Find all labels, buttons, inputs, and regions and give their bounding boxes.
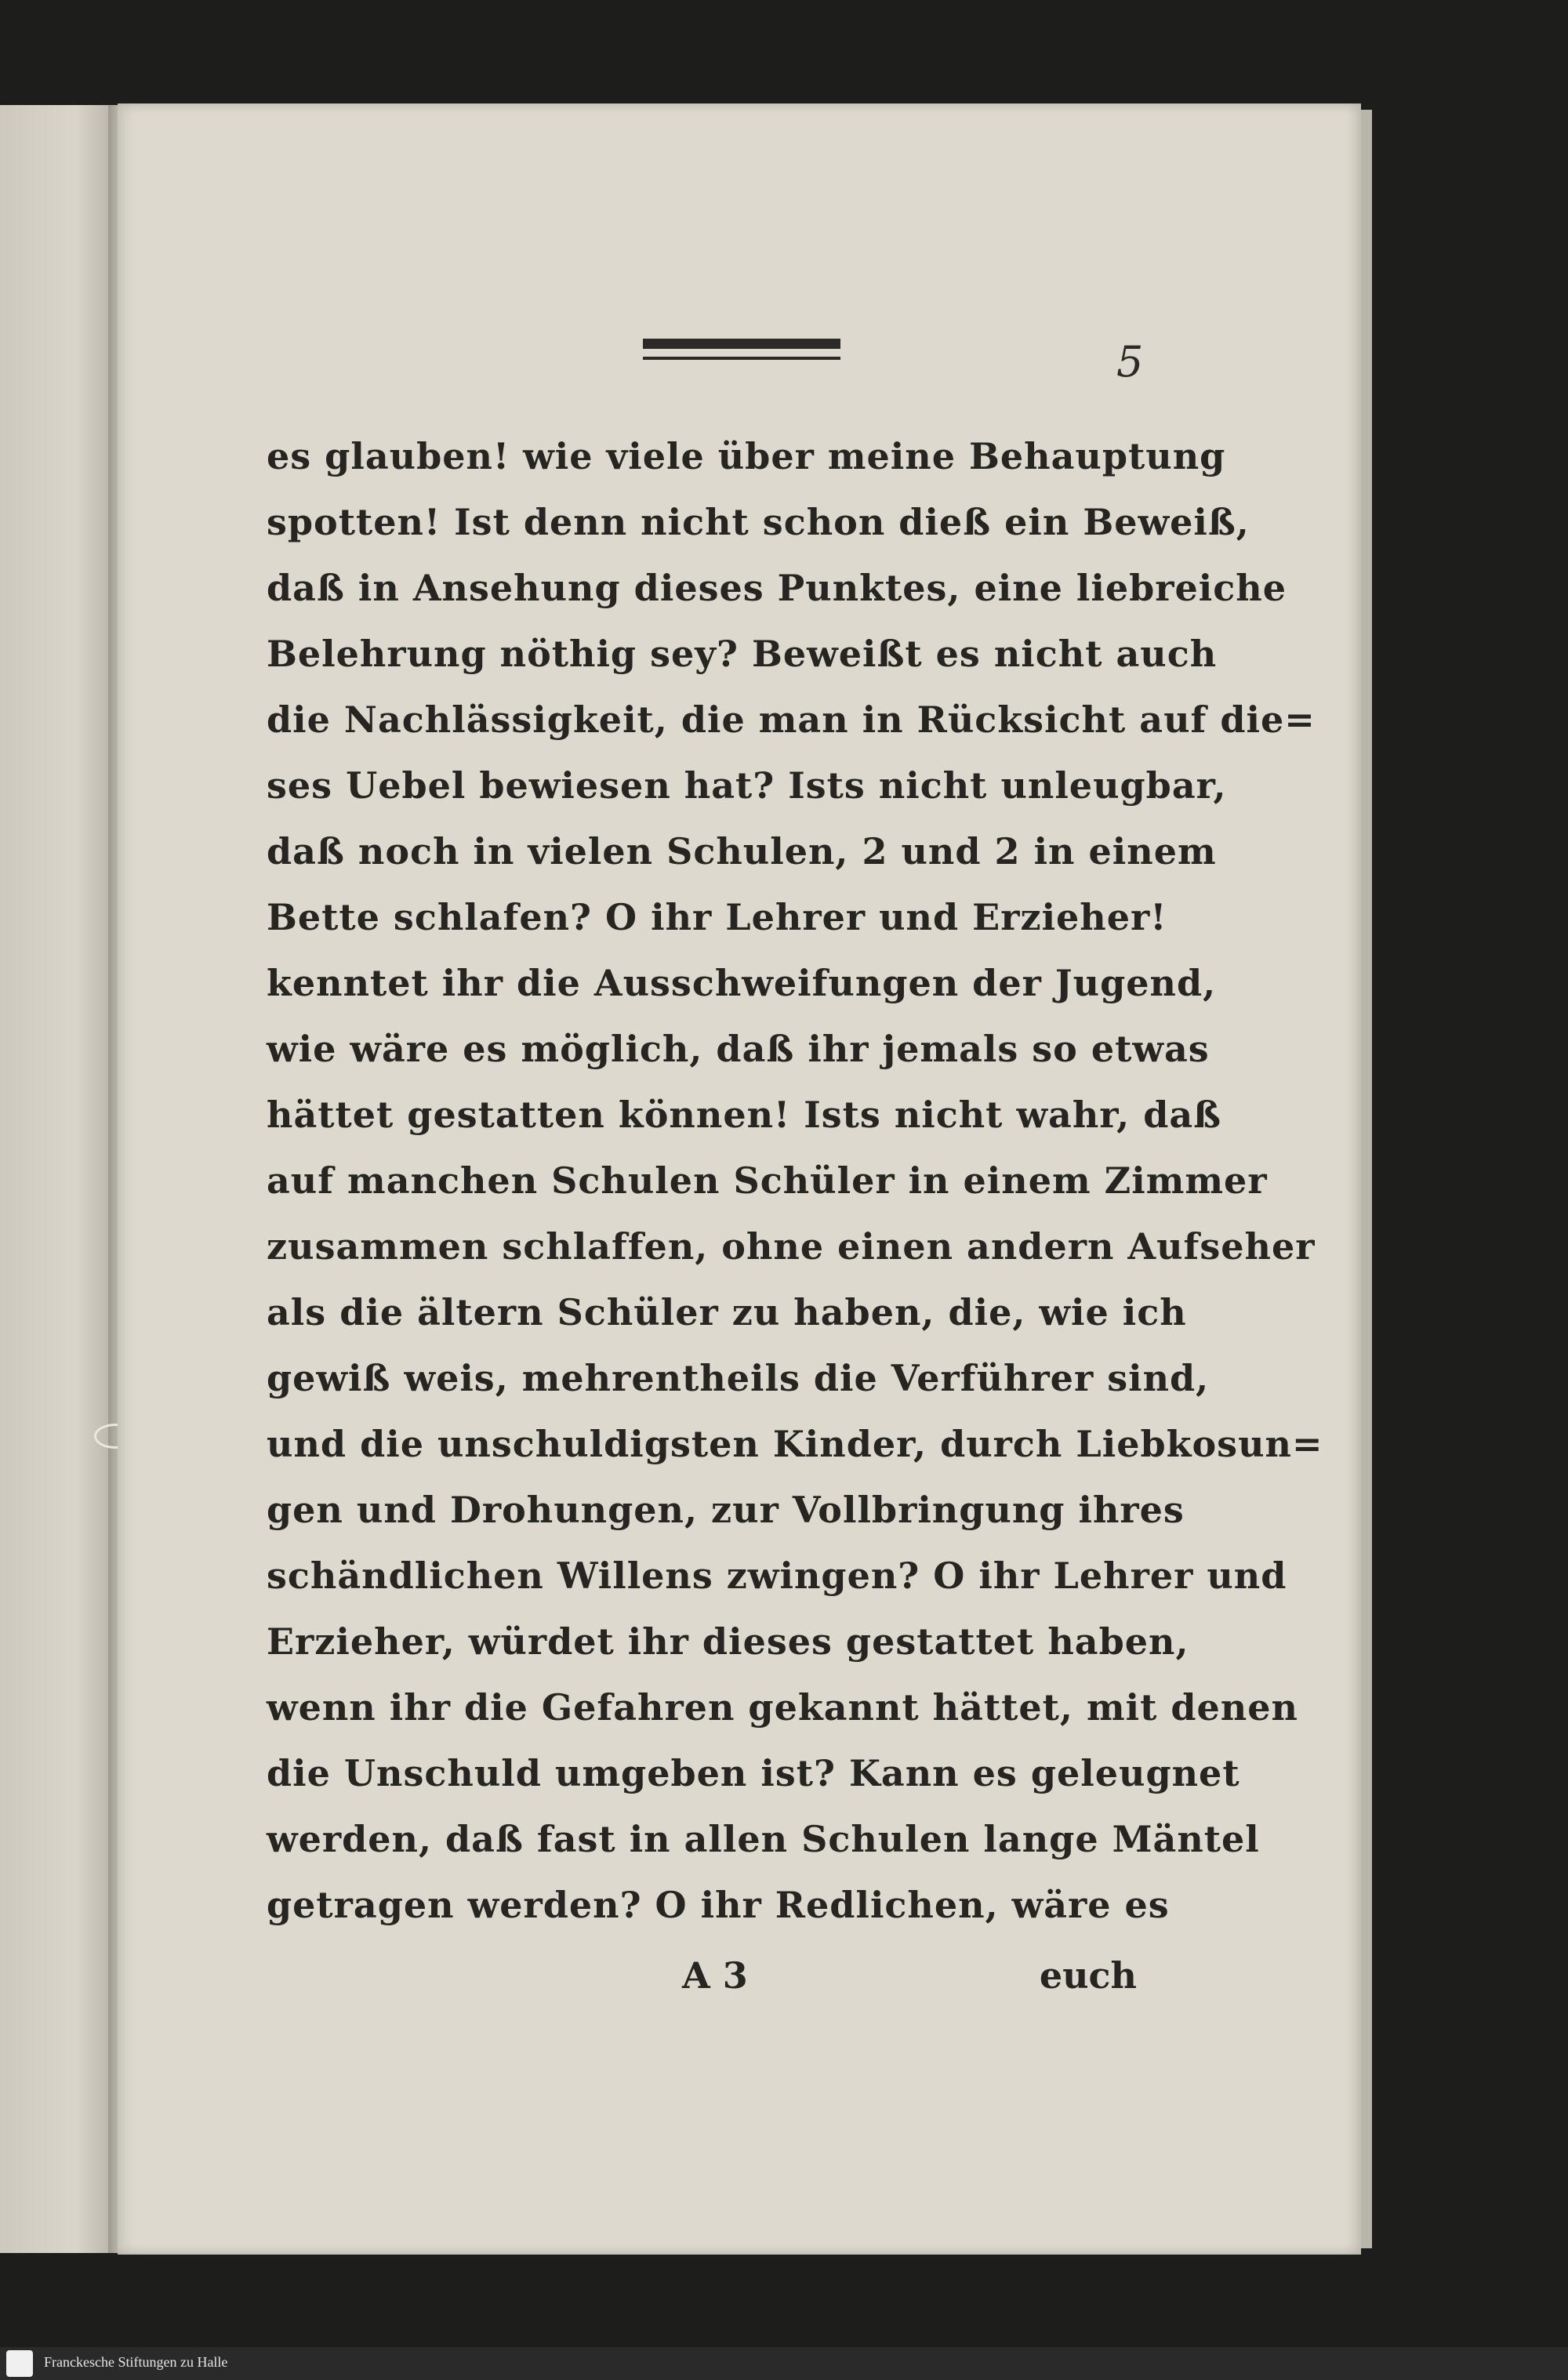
text-line: Erzieher, würdet ihr dieses gestattet haben, [267, 1620, 1189, 1663]
text-line: kenntet ihr die Ausschweifungen der Jugend, [267, 962, 1217, 1004]
text-line: spotten! Ist denn nicht schon dieß ein Beweiß, [267, 501, 1250, 543]
text-line: auf manchen Schulen Schüler in einem Zimmer [267, 1159, 1268, 1202]
text-line: werden, daß fast in allen Schulen lange Mäntel [267, 1818, 1260, 1860]
page-edge [1361, 110, 1372, 2248]
text-line: wenn ihr die Gefahren gekannt hättet, mit denen [267, 1686, 1298, 1729]
left-page-edge [0, 105, 111, 2253]
text-line: daß noch in vielen Schulen, 2 und 2 in einem [267, 830, 1217, 873]
text-line: ses Uebel bewiesen hat? Ists nicht unleugbar, [267, 764, 1227, 807]
text-line: die Unschuld umgeben ist? Kann es geleugnet [267, 1752, 1240, 1794]
text-line: die Nachlässigkeit, die man in Rücksicht auf die= [267, 698, 1316, 741]
catchline [267, 1943, 1137, 2008]
text-line: gen und Drohungen, zur Vollbringung ihres [267, 1489, 1185, 1531]
text-line: Bette schlafen? O ihr Lehrer und Erzieher! [267, 896, 1167, 938]
text-line: als die ältern Schüler zu haben, die, wie ich [267, 1291, 1187, 1333]
catchword: euch [1039, 1954, 1137, 1997]
text-line: daß in Ansehung dieses Punktes, eine liebreiche [267, 567, 1287, 609]
body-text [267, 423, 1323, 1938]
footer-institution: Franckesche Stiftungen zu Halle [44, 2354, 228, 2370]
signature-mark: A 3 [682, 1954, 748, 1997]
text-line: zusammen schlaffen, ohne einen andern Aufseher [267, 1225, 1316, 1268]
text-line: schändlichen Willens zwingen? O ihr Lehrer und [267, 1555, 1287, 1597]
text-line: Belehrung nöthig sey? Beweißt es nicht auch [267, 633, 1218, 675]
header-double-rule [643, 339, 840, 360]
text-line: es glauben! wie viele über meine Behauptung [267, 435, 1226, 477]
text-line: und die unschuldigsten Kinder, durch Liebkosun= [267, 1423, 1323, 1465]
institution-logo-icon [6, 2350, 33, 2377]
text-line: wie wäre es möglich, daß ihr jemals so etwas [267, 1028, 1210, 1070]
text-line: hättet gestatten können! Ists nicht wahr, daß [267, 1094, 1222, 1136]
text-line: getragen werden? O ihr Redlichen, wäre es [267, 1884, 1170, 1926]
footer-bar [0, 2347, 1568, 2380]
page-number: 5 [1116, 337, 1144, 386]
text-line: gewiß weis, mehrentheils die Verführer sind, [267, 1357, 1210, 1399]
